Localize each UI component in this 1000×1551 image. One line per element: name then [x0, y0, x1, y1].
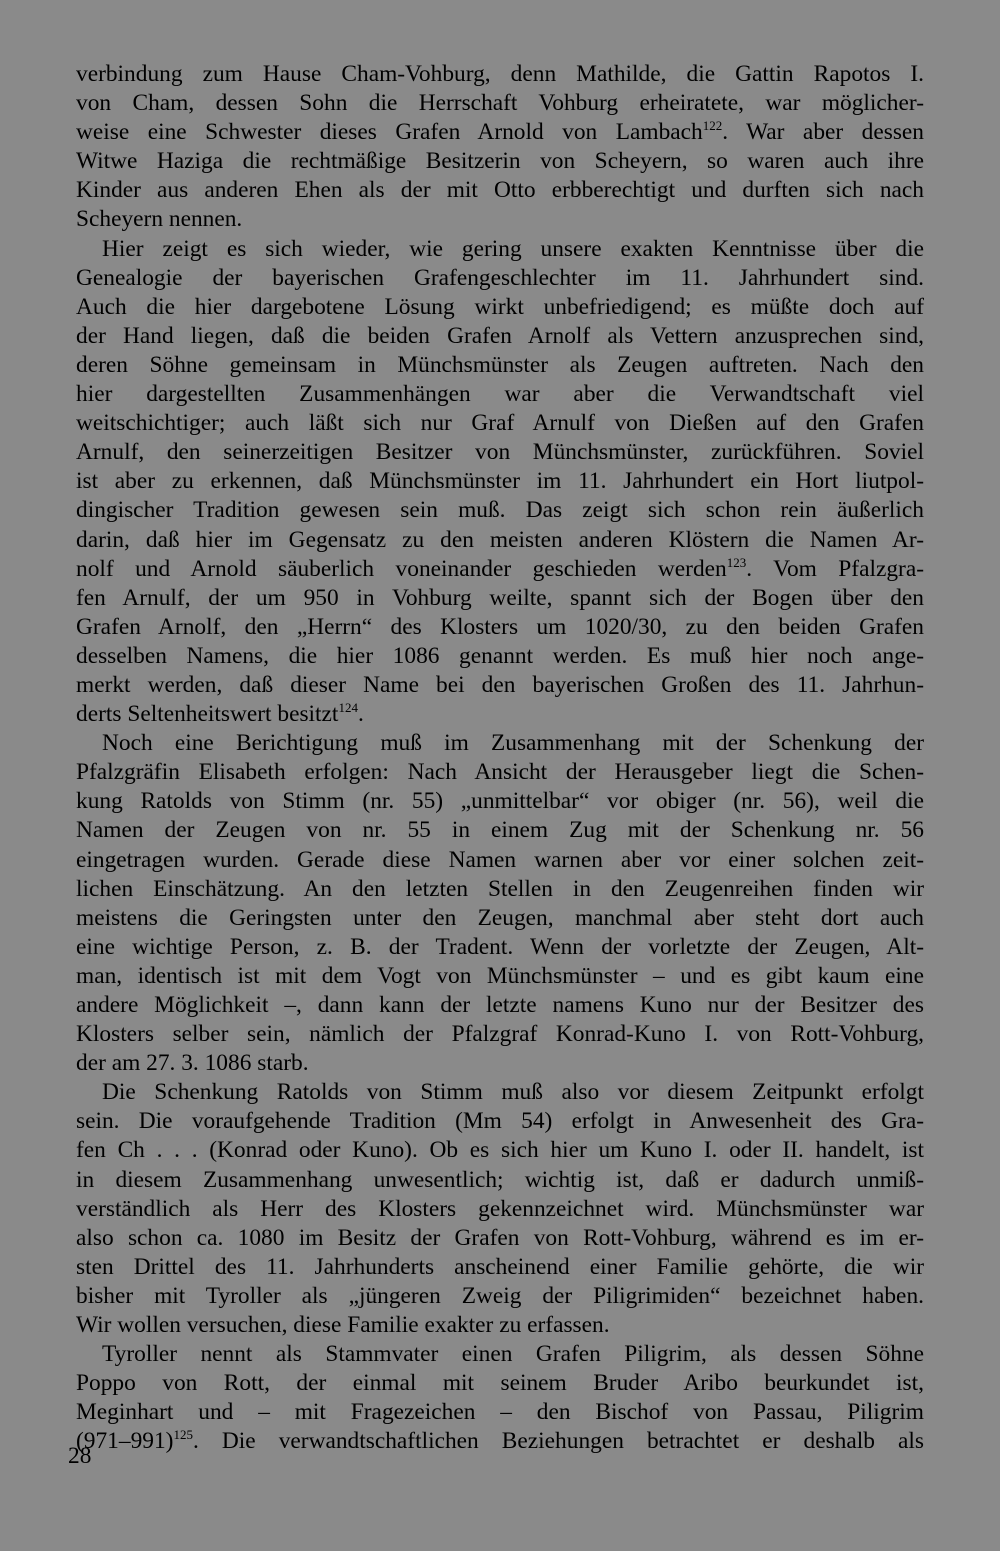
- text-line: [76, 584, 924, 613]
- text-line: [76, 875, 924, 904]
- line-text: Poppo von Rott, der einmal mit seinem Bruder Aribo beurkundet ist,: [76, 1370, 924, 1397]
- text-line: [76, 1398, 924, 1427]
- line-text: nolf und Arnold säuberlich voneinander geschieden werden: [76, 555, 727, 582]
- text-line: [76, 1369, 924, 1398]
- line-text: fen Arnulf, der um 950 in Vohburg weilte, spannt sich der Bogen über den: [76, 584, 924, 611]
- text-line: [76, 1340, 924, 1369]
- line-text: also schon ca. 1080 im Besitz der Grafen von Rott-Vohburg, während es im er-: [76, 1224, 924, 1251]
- text-line: [76, 1224, 924, 1253]
- line-text-tail: .: [357, 701, 364, 728]
- text-line: [76, 729, 924, 758]
- line-text: in diesem Zusammenhang unwesentlich; wichtig ist, daß er dadurch unmiß-: [76, 1166, 924, 1193]
- line-text: kung Ratolds von Stimm (nr. 55) „unmittelbar“ vor obiger (nr. 56), weil die: [76, 788, 924, 815]
- line-text: Witwe Haziga die rechtmäßige Besitzerin von Scheyern, so waren auch ihre: [76, 148, 924, 175]
- line-text: darin, daß hier im Gegensatz zu den meisten anderen Klöstern die Namen Ar-: [76, 526, 924, 553]
- text-line: [76, 235, 924, 264]
- line-text: Klosters selber sein, nämlich der Pfalzgraf Konrad-Kuno I. von Rott-Vohburg,: [76, 1021, 924, 1048]
- line-text: Auch die hier dargebotene Lösung wirkt unbefriedigend; es müßte doch auf: [76, 293, 924, 320]
- body-text: [76, 60, 924, 1457]
- text-line: [76, 467, 924, 496]
- text-line: [76, 758, 924, 787]
- line-text: dingischer Tradition gewesen sein muß. Das zeigt sich schon rein äußerlich: [76, 497, 924, 524]
- line-text: desselben Namens, die hier 1086 genannt werden. Es muß hier noch ange-: [76, 642, 924, 669]
- page-number: 28: [68, 1443, 92, 1469]
- text-line: [76, 409, 924, 438]
- text-line: [76, 1253, 924, 1282]
- line-text: der am 27. 3. 1086 starb.: [76, 1050, 309, 1077]
- line-text: deren Söhne gemeinsam in Münchsmünster als Zeugen auftreten. Nach den: [76, 351, 924, 378]
- text-line: [76, 205, 924, 234]
- line-text: Pfalzgräfin Elisabeth erfolgen: Nach Ansicht der Herausgeber liegt die Schen-: [76, 759, 924, 786]
- line-text: meistens die Geringsten unter den Zeugen, manchmal aber steht dort auch: [76, 904, 924, 931]
- text-line: [76, 1078, 924, 1107]
- footnote-reference: 123: [726, 554, 747, 570]
- text-line: [76, 1427, 924, 1456]
- line-text: derts Seltenheitswert besitzt: [76, 701, 339, 728]
- line-text-tail: . War aber dessen: [722, 119, 924, 146]
- line-text: Die Schenkung Ratolds von Stimm muß also vor diesem Zeitpunkt erfolgt: [102, 1079, 924, 1106]
- line-text: Hier zeigt es sich wieder, wie gering unsere exakten Kenntnisse über die: [102, 235, 924, 262]
- line-text-tail: . Die verwandtschaftlichen Beziehungen betrachtet er deshalb als: [192, 1428, 924, 1455]
- text-line: [76, 264, 924, 293]
- line-text: Arnulf, den seinerzeitigen Besitzer von Münchsmünster, zurückführen. Soviel: [76, 439, 924, 466]
- text-line: [76, 89, 924, 118]
- line-text: Meginhart und – mit Fragezeichen – den Bischof von Passau, Piligrim: [76, 1399, 924, 1426]
- line-text: hier dargestellten Zusammenhängen war aber die Verwandtschaft viel: [76, 381, 924, 408]
- text-line: [76, 526, 924, 555]
- text-line: [76, 118, 924, 147]
- text-line: [76, 1195, 924, 1224]
- footnote-reference: 125: [173, 1427, 193, 1443]
- text-line: [76, 496, 924, 525]
- text-line: [76, 1282, 924, 1311]
- text-line: [76, 380, 924, 409]
- line-text: bisher mit Tyroller als „jüngeren Zweig der Piligrimiden“ bezeichnet haben.: [76, 1282, 924, 1309]
- footnote-reference: 124: [338, 700, 358, 716]
- line-text: Scheyern nennen.: [76, 206, 243, 233]
- line-text: Tyroller nennt als Stammvater einen Grafen Piligrim, als dessen Söhne: [102, 1341, 924, 1368]
- text-line: [76, 962, 924, 991]
- text-line: [76, 176, 924, 205]
- line-text: weitschichtiger; auch läßt sich nur Graf Arnulf von Dießen auf den Grafen: [76, 410, 924, 437]
- line-text: lichen Einschätzung. An den letzten Stellen in den Zeugenreihen finden wir: [76, 875, 924, 902]
- line-text: eingetragen wurden. Gerade diese Namen warnen aber vor einer solchen zeit-: [76, 846, 924, 873]
- text-line: [76, 700, 924, 729]
- line-text: ist aber zu erkennen, daß Münchsmünster im 11. Jahrhundert ein Hort liutpol-: [76, 468, 924, 495]
- text-line: [76, 555, 924, 584]
- line-text: Namen der Zeugen von nr. 55 in einem Zug mit der Schenkung nr. 56: [76, 817, 924, 844]
- text-line: [76, 991, 924, 1020]
- line-text: sten Drittel des 11. Jahrhunderts anscheinend einer Familie gehörte, die wir: [76, 1253, 924, 1280]
- line-text: verständlich als Herr des Klosters gekennzeichnet wird. Münchsmünster war: [76, 1195, 924, 1222]
- line-text: Wir wollen versuchen, diese Familie exakter zu erfassen.: [76, 1312, 610, 1339]
- text-line: [76, 671, 924, 700]
- text-line: [76, 933, 924, 962]
- line-text: eine wichtige Person, z. B. der Tradent. Wenn der vorletzte der Zeugen, Alt-: [76, 933, 924, 960]
- text-line: [76, 846, 924, 875]
- text-line: [76, 438, 924, 467]
- text-line: [76, 60, 924, 89]
- line-text: merkt werden, daß dieser Name bei den bayerischen Großen des 11. Jahrhun-: [76, 671, 924, 698]
- text-line: [76, 904, 924, 933]
- line-text: Grafen Arnolf, den „Herrn“ des Klosters um 1020/30, zu den beiden Grafen: [76, 613, 924, 640]
- text-line: [76, 322, 924, 351]
- line-text: verbindung zum Hause Cham-Vohburg, denn Mathilde, die Gattin Rapotos I.: [76, 61, 924, 87]
- text-line: [76, 147, 924, 176]
- line-text: Noch eine Berichtigung muß im Zusammenhang mit der Schenkung der: [102, 730, 924, 757]
- line-text-tail: . Vom Pfalzgra-: [746, 555, 924, 582]
- line-text: fen Ch . . . (Konrad oder Kuno). Ob es sich hier um Kuno I. oder II. handelt, ist: [76, 1137, 924, 1164]
- text-line: [76, 1020, 924, 1049]
- line-text: Kinder aus anderen Ehen als der mit Otto erbberechtigt und durften sich nach: [76, 177, 924, 204]
- text-line: [76, 1107, 924, 1136]
- text-line: [76, 816, 924, 845]
- line-text: (971–991): [76, 1428, 174, 1455]
- line-text: von Cham, dessen Sohn die Herrschaft Vohburg erheiratete, war möglicher-: [76, 90, 924, 117]
- line-text: andere Möglichkeit –, dann kann der letzte namens Kuno nur der Besitzer des: [76, 992, 924, 1018]
- text-line: [76, 1136, 924, 1165]
- text-line: [76, 787, 924, 816]
- text-line: [76, 1049, 924, 1078]
- text-line: [76, 1166, 924, 1195]
- line-text: Genealogie der bayerischen Grafengeschlechter im 11. Jahrhundert sind.: [76, 264, 924, 291]
- text-line: [76, 613, 924, 642]
- footnote-reference: 122: [702, 118, 723, 134]
- text-line: [76, 351, 924, 380]
- line-text: sein. Die voraufgehende Tradition (Mm 54) erfolgt in Anwesenheit des Gra-: [76, 1108, 924, 1135]
- line-text: der Hand liegen, daß die beiden Grafen Arnolf als Vettern anzusprechen sind,: [76, 322, 924, 349]
- line-text: weise eine Schwester dieses Grafen Arnold von Lambach: [76, 119, 703, 146]
- text-line: [76, 293, 924, 322]
- text-line: [76, 1311, 924, 1340]
- text-line: [76, 642, 924, 671]
- line-text: man, identisch ist mit dem Vogt von Münchsmünster – und es gibt kaum eine: [76, 962, 924, 989]
